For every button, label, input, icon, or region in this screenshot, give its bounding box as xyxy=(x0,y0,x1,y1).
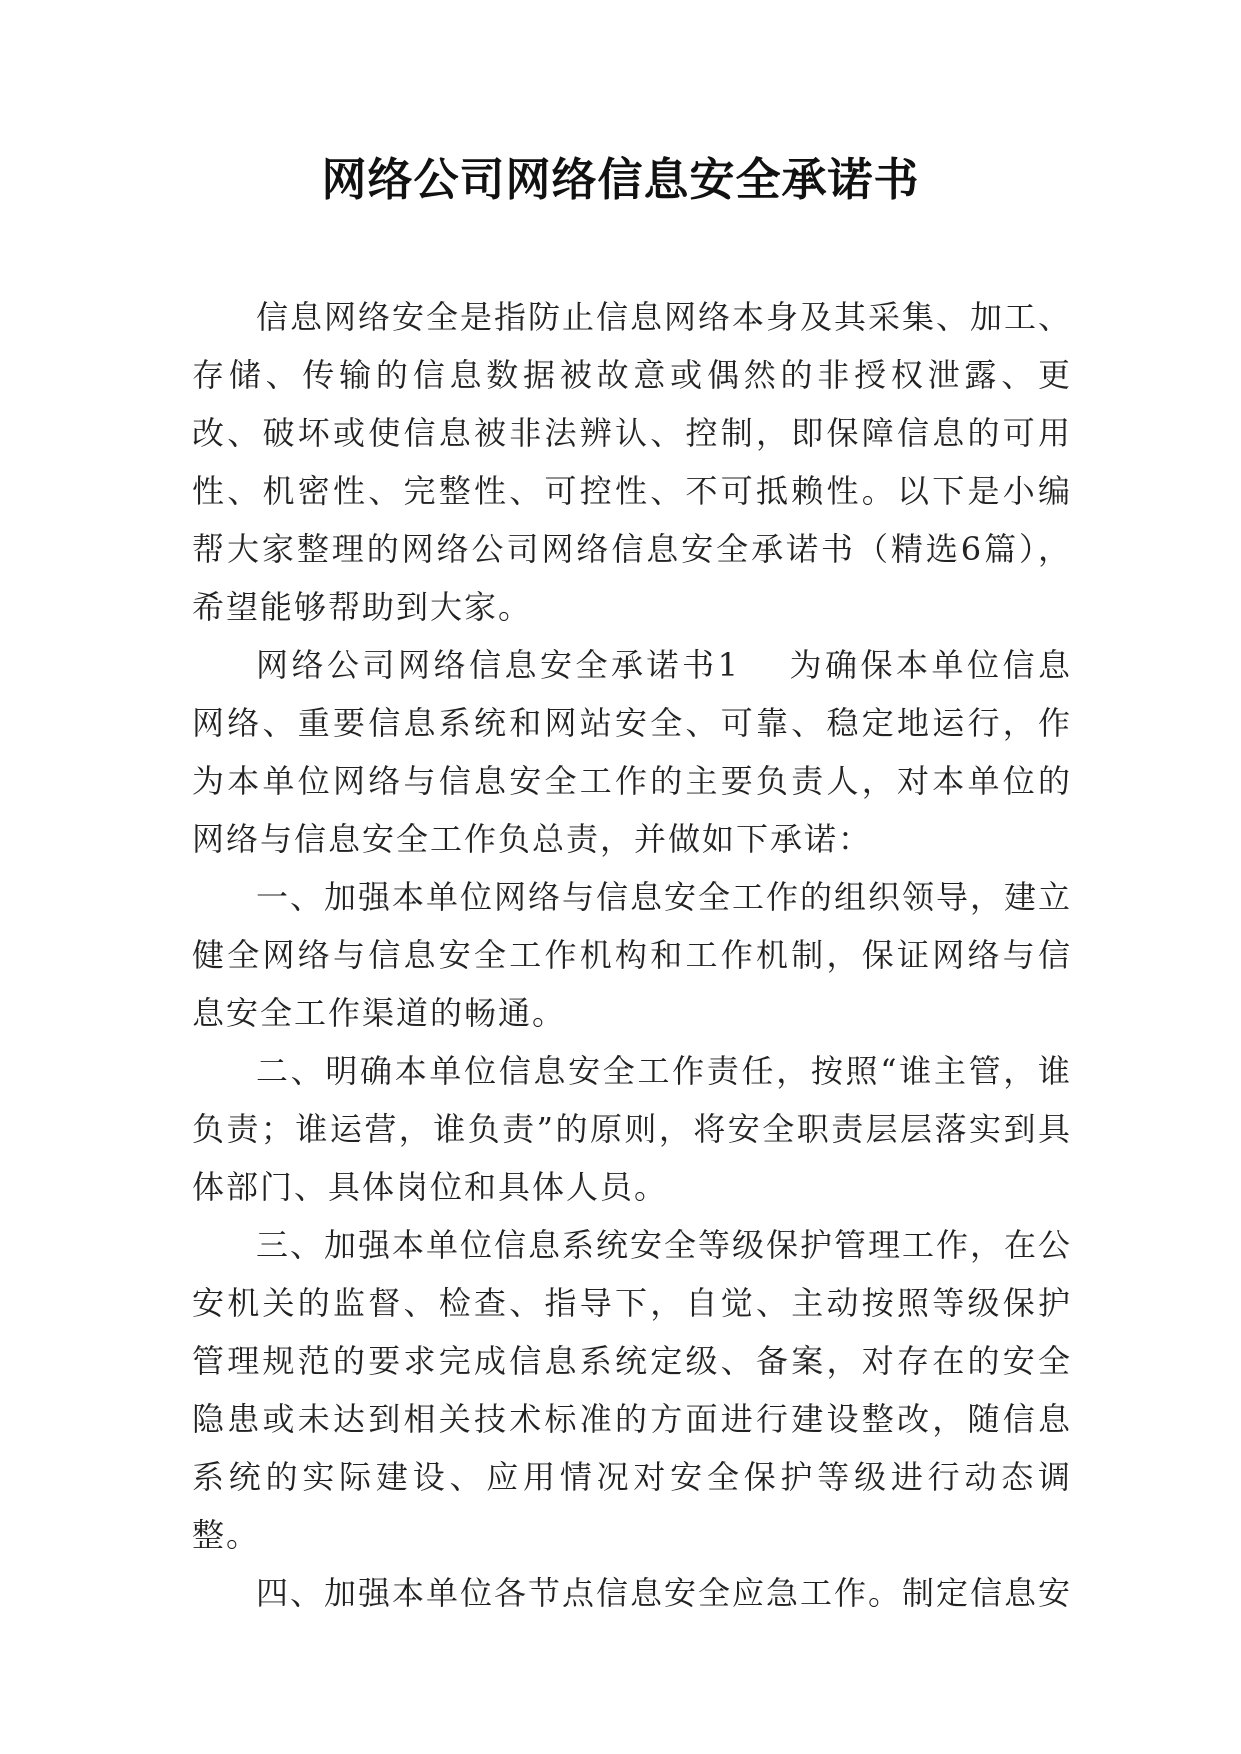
section-1-heading: 网络公司网络信息安全承诺书1 xyxy=(256,646,740,684)
clause-1-paragraph: 一、加强本单位网络与信息安全工作的组织领导，建立健全网络与信息安全工作机构和工作机制，保证网络与信息安全工作渠道的畅通。 xyxy=(192,878,1073,1032)
clause-3-paragraph: 三、加强本单位信息系统安全等级保护管理工作，在公安机关的监督、检查、指导下，自觉、主动按照等级保护管理规范的要求完成信息系统定级、备案，对存在的安全隐患或未达到相关技术标准的方面进行建设整改，随信息系统的实际建设、应用情况对安全保护等级进行动态调整。 xyxy=(192,1226,1073,1554)
section-1-paragraph xyxy=(192,636,1072,868)
document-title: 网络公司网络信息安全承诺书 xyxy=(321,153,920,206)
section-1-text: 为确保本单位信息网络、重要信息系统和网站安全、可靠、稳定地运行，作为本单位网络与信息安全工作的主要负责人，对本单位的网络与信息安全工作负总责，并做如下承诺： xyxy=(192,646,1072,858)
clause-4-paragraph: 四、加强本单位各节点信息安全应急工作。制定信息安 xyxy=(256,1574,1073,1612)
intro-paragraph: 信息网络安全是指防止信息网络本身及其采集、加工、存储、传输的信息数据被故意或偶然的非授权泄露、更改、破坏或使信息被非法辨认、控制，即保障信息的可用性、机密性、完整性、可控性、不可抵赖性。以下是小编帮大家整理的网络公司网络信息安全承诺书（精选6篇），希望能够帮助到大家。 xyxy=(192,298,1073,626)
document-body xyxy=(192,288,1072,1622)
clause-2-paragraph: 二、明确本单位信息安全工作责任，按照“谁主管，谁负责；谁运营，谁负责”的原则，将安全职责层层落实到具体部门、具体岗位和具体人员。 xyxy=(192,1052,1072,1206)
